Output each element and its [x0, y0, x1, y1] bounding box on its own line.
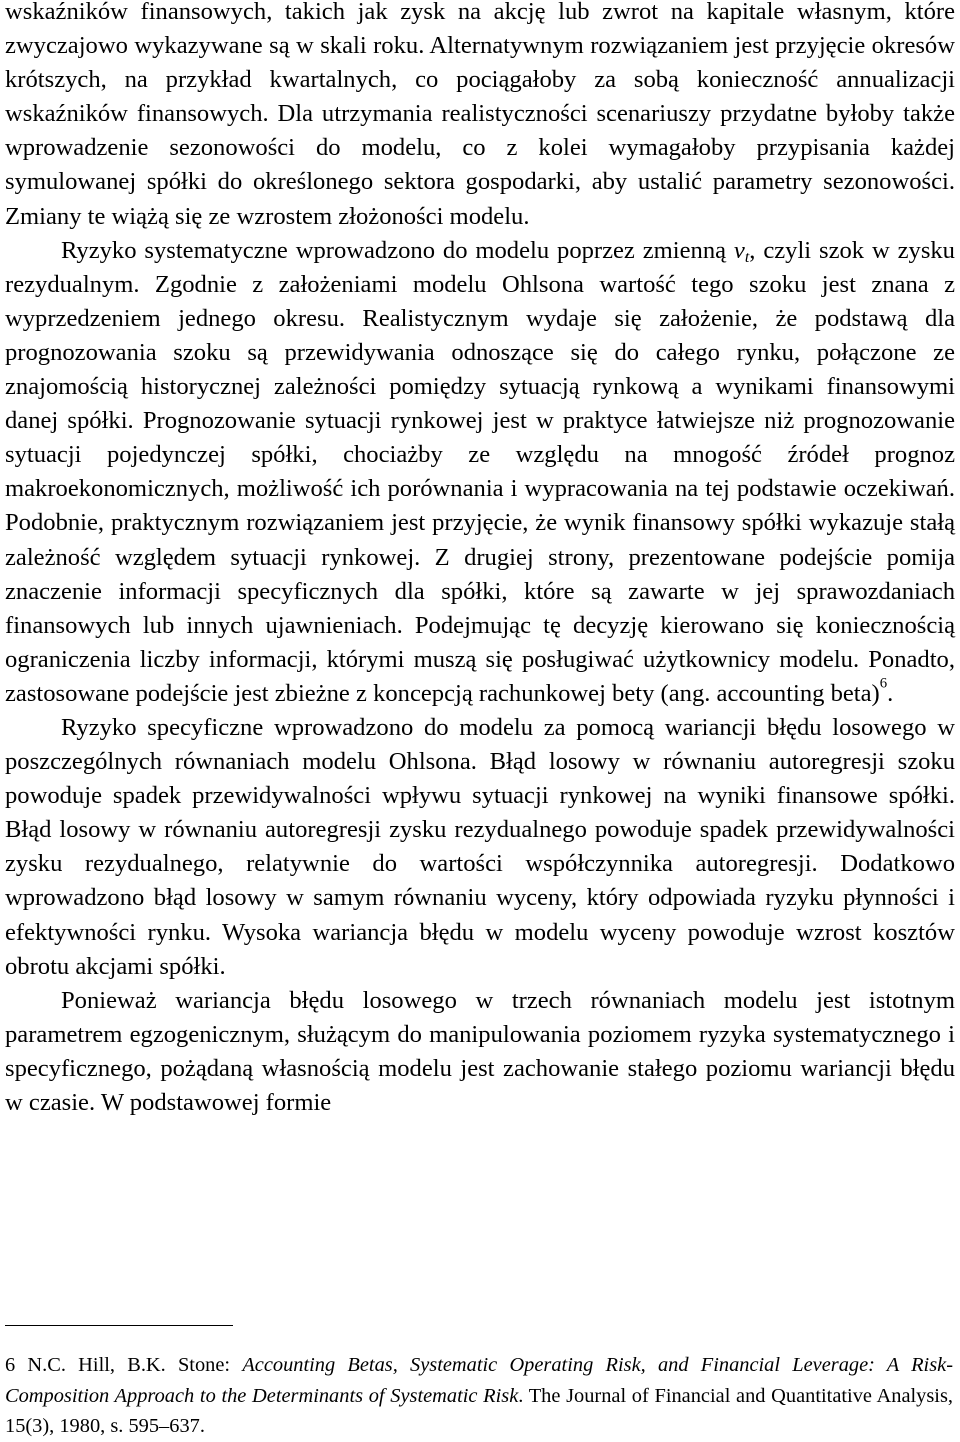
footnote-text: 6 N.C. Hill, B.K. Stone: [5, 1354, 243, 1376]
paragraph-text: , czyli szok w zysku rezydualnym. Zgodnie z założeniami modelu Ohlsona wartość tego szoku jest znana z wyprzedzeniem jednego okresu. Realistycznym wydaje się założenie, że podstawą dla prognozowania szoku są przewidywania odnoszące się do całego rynku, połączone ze znajomością historycznej zależności pomiędzy sytuacją rynkową a wynikami finansowymi danej spółki. Prognozowanie sytuacji rynkowej jest w praktyce łatwiejsze niż prognozowanie sytuacji pojedynczej spółki, chociażby ze względu na mnogość źródeł prognoz makroekonomicznych, możliwość ich porównania i wypracowania na tej podstawie oczekiwań. Podobnie, praktycznym rozwiązaniem jest przyjęcie, że wynik finansowy spółki wykazuje stałą zależność względem sytuacji rynkowej. Z drugiej strony, prezentowane podejście pomija znaczenie informacji specyficznych dla spółki, które są zawarte w jej sprawozdaniach finansowych lub innych ujawnieniach. Podejmując tę decyzję kierowano się koniecznością ograniczenia liczby informacji, którymi muszą się posługiwać użytkownicy modelu. Ponadto, zastosowane podejście jest zbieżne z koncepcją rachunkowej bety (ang. accounting beta) [5, 236, 955, 707]
paragraph-text: . [887, 679, 894, 707]
footnote [5, 1350, 953, 1442]
variable-subscript: t [744, 248, 750, 266]
paragraph-text: Ryzyko specyficzne wprowadzono do modelu za pomocą wariancji błędu losowego w poszczególnych równaniach modelu Ohlsona. Błąd losowy w równaniu autoregresji szoku powoduje spadek przewidywalności wpływu sytuacji rynkowej na wyniki finansowe spółki. Błąd losowy w równaniu autoregresji zysku rezydualnego powoduje spadek przewidywalności zysku rezydualnego, relatywnie do wartości współczynnika autoregresji. Dodatkowo wprowadzono błąd losowy w samym równaniu wyceny, który odpowiada ryzyku płynności i efektywności rynku. Wysoka wariancja błędu w modelu wyceny powoduje wzrost kosztów obrotu akcjami spółki. [5, 713, 955, 980]
page [5, 0, 955, 1120]
paragraph [5, 984, 955, 1120]
paragraph [5, 0, 955, 234]
footnote-separator [5, 1325, 233, 1326]
paragraph [5, 234, 955, 711]
paragraph-text: wskaźników finansowych, takich jak zysk na akcję lub zwrot na kapitale własnym, które zwyczajowo wykazywane są w skali roku. Alternatywnym rozwiązaniem jest przyjęcie okresów krótszych, na przykład kwartalnych, co pociągałoby za sobą konieczność annualizacji wskaźników finansowych. Dla utrzymania realistyczności scenariuszy przydatne byłoby także wprowadzenie sezonowości do modelu, co z kolei wymagałoby przypisania każdej symulowanej spółki do określonego sektora gospodarki, aby ustalić parametry sezonowości. Zmiany te wiążą się ze wzrostem złożoności modelu. [5, 0, 955, 230]
footnote-text: . The Journal of Financial and Quantitative Analysis, 15(3), 1980, s. 595–637. [5, 1384, 953, 1437]
body-text [5, 0, 955, 1120]
paragraph [5, 711, 955, 984]
footnote-title: Accounting Betas, Systematic Operating Risk, and Financial Leverage: A Risk-Composition Approach to the Determinants of Systematic Risk [5, 1354, 953, 1407]
footnote-reference: 6 [879, 675, 888, 692]
paragraph-text: Ryzyko systematyczne wprowadzono do modelu poprzez zmienną [61, 236, 734, 264]
paragraph-text: Ponieważ wariancja błędu losowego w trzech równaniach modelu jest istotnym parametrem egzogenicznym, służącym do manipulowania poziomem ryzyka systematycznego i specyficznego, pożądaną własnością modelu jest zachowanie stałego poziomu wariancji błędu w czasie. W podstawowej formie [5, 986, 955, 1116]
variable-symbol: v [733, 236, 745, 264]
